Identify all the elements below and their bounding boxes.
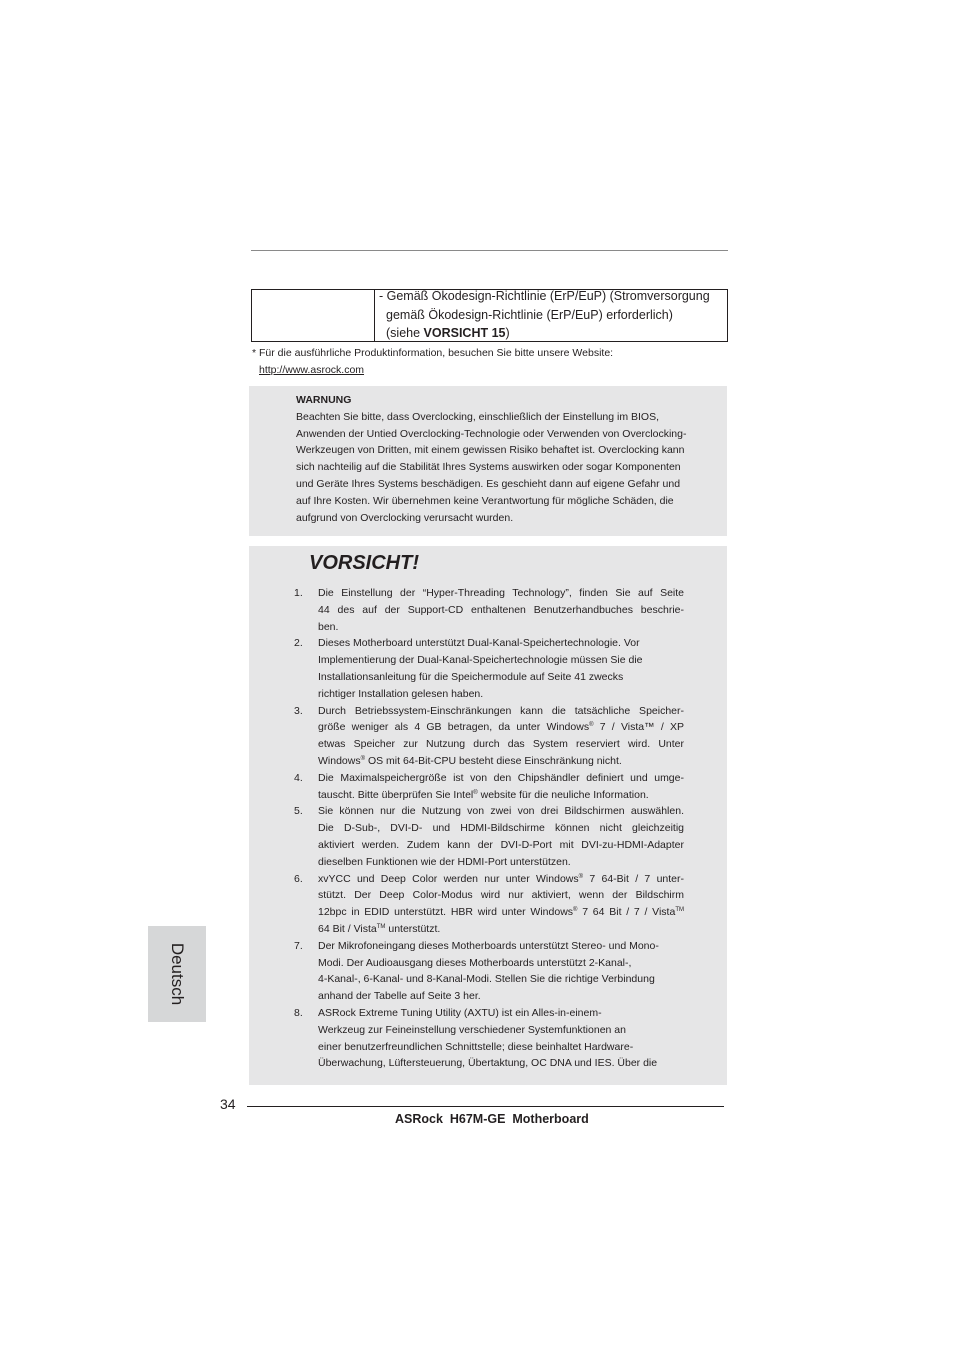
spec-value-cell — [375, 287, 727, 338]
caution-item-3: 3. Durch Betriebssystem-Einschränkungen kann die tatsächliche Speicher- größe weniger als 4 GB betragen, da unter Windows® 7 / Vista™ / XP etwas Speicher zur Nutzung durch das System reserviert wird. Unter Windows® OS mit 64-Bit-CPU besteht diese Einschränkung nicht. — [294, 704, 685, 767]
website-link[interactable]: http://www.asrock.com — [259, 364, 365, 376]
caution-reference: VORSICHT 15 — [423, 326, 506, 340]
caution-box — [249, 546, 727, 1085]
spec-table — [251, 289, 728, 342]
warning-line: Beachten Sie bitte, dass Overclocking, einschließlich der Einstellung im BIOS, — [296, 410, 660, 423]
caution-item-5: 5. Sie können nur die Nutzung von zwei von drei Bildschirmen auswählen. Die D-Sub-, DVI-D- und HDMI-Bildschirme können nicht gleichzeitig aktiviert werden. Zudem kann der DVI-D-Port mit DVI-zu-HDMI-Adapter dieselben Funktionen wie der HDMI-Port unterstützen. — [294, 805, 684, 868]
page-number: 34 — [220, 1096, 236, 1112]
caution-list — [294, 585, 684, 1072]
language-tab-label: Deutsch — [168, 942, 187, 1006]
caution-item-8: 8. ASRock Extreme Tuning Utility (AXTU) ist ein Alles-in-einem- Werkzeug zur Feineinstellung verschiedener Systemfunktionen an einer benutzerfreundlichen Schnittstelle; diese beinhaltet Hardware- Überwachung, Lüftersteuerung, Übertaktung, OC DNA und IES. Über die — [294, 1006, 658, 1070]
spec-line: (siehe VORSICHT 15) — [386, 326, 510, 340]
caution-item-4: 4. Die Maximalspeichergröße ist von den Chipshändler definiert und umge- tauscht. Bitte überprüfen Sie Intel® website für die neuliche Information. — [294, 771, 684, 801]
top-rule — [251, 250, 728, 251]
footer-product-name: ASRock H67M-GE Motherboard — [395, 1112, 589, 1126]
language-tab — [148, 926, 206, 1022]
caution-item-6: 6. xvYCC und Deep Color werden nur unter Windows® 7 64-Bit / 7 unter- stützt. Der Deep Color-Modus wird nur aktiviert, wenn der Bildschirm 12bpc in EDID unterstützt. HBR wird unter Windows® 7 64 Bit / 7 / Vista™ 64 Bit / Vista™ unterstützt. — [294, 872, 684, 935]
footnote-text: * Für die ausführliche Produktinformation, besuchen Sie bitte unsere Website: — [252, 347, 614, 359]
warning-line: auf Ihre Kosten. Wir übernehmen keine Verantwortung für mögliche Schäden, die — [296, 494, 674, 507]
spec-line: gemäß Ökodesign-Richtlinie (ErP/EuP) erforderlich) — [386, 307, 673, 322]
warning-line: und Geräte Ihres Systems beschädigen. Es geschieht dann auf eigene Gefahr und — [296, 477, 681, 490]
caution-title: VORSICHT! — [309, 552, 419, 574]
warning-line: Anwenden der Untied Overclocking-Technologie oder Verwenden von Overclocking- — [296, 427, 687, 440]
caution-item-2: 2. Dieses Motherboard unterstützt Dual-Kanal-Speichertechnologie. Vor Implementierung der Dual-Kanal-Speichertechnologie müssen Sie die Installationsanleitung für die Speichermodule auf Seite 41 zwecks richtiger Installation gelesen haben. — [294, 637, 643, 700]
caution-item-1: 1. Die Einstellung der “Hyper-Threading Technology”, finden Sie auf Seite 44 des auf der Support-CD enthaltenen Benutzerhandbuches beschrie- ben. — [294, 587, 684, 633]
warning-line: Werkzeugen von Dritten, mit einem gewissen Risiko behaftet ist. Overclocking kann — [296, 444, 685, 457]
warning-line: sich nachteilig auf die Stabilität Ihres Systems auswirken oder sogar Komponenten — [296, 461, 681, 474]
footer-rule — [247, 1106, 724, 1107]
warning-line: aufgrund von Overclocking verursacht wurden. — [296, 511, 514, 524]
warning-box — [249, 386, 727, 536]
spec-label-cell — [252, 290, 375, 341]
caution-item-7: 7. Der Mikrofoneingang dieses Motherboards unterstützt Stereo- und Mono- Modi. Der Audioausgang dieses Motherboards unterstützt 2-Kanal-, 4-Kanal-, 6-Kanal- und 8-Kanal-Modi. Stellen Sie die richtige Verbindung anhand der Tabelle auf Seite 3 her. — [294, 939, 659, 1003]
warning-title: WARNUNG — [296, 394, 352, 406]
footnote — [252, 345, 613, 379]
spec-line: - Gemäß Ökodesign-Richtlinie (ErP/EuP) (Stromversorgung — [379, 289, 710, 303]
